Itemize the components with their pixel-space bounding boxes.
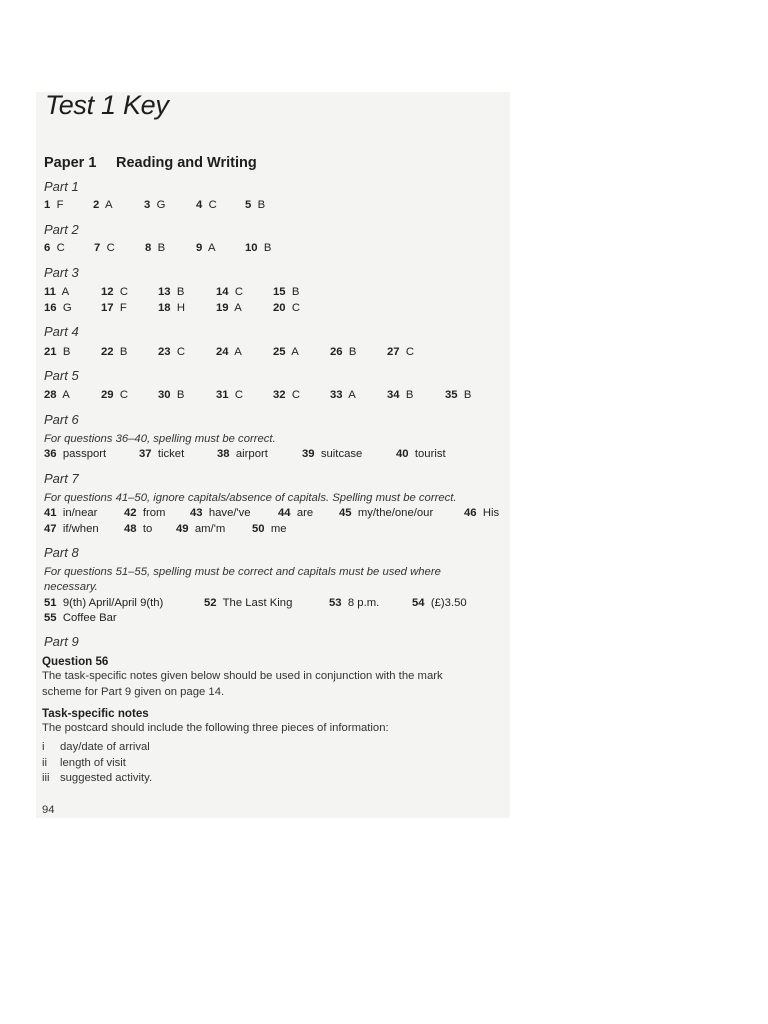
part-8-note-line-2: necessary.	[44, 581, 98, 593]
answer-19: 19 A	[216, 302, 242, 314]
answer-8: 8 B	[145, 242, 166, 254]
answer-12: 12 C	[101, 286, 129, 298]
answer-1: 1 F	[44, 199, 64, 211]
answer-33: 33 A	[330, 389, 356, 401]
answer-3: 3 G	[144, 199, 166, 211]
answer-42: 42 from	[124, 507, 166, 519]
answer-31: 31 C	[216, 389, 244, 401]
part-8-note-line-1: For questions 51–55, spelling must be correct and capitals must be used where	[44, 566, 441, 578]
paper-label: Paper 1	[44, 155, 97, 171]
answer-7: 7 C	[94, 242, 115, 254]
task-notes-intro: The postcard should include the following three pieces of information:	[42, 722, 389, 734]
part-6-note: For questions 36–40, spelling must be correct.	[44, 433, 276, 445]
answer-17: 17 F	[101, 302, 127, 314]
list-item-text: suggested activity.	[60, 772, 153, 784]
list-item-number: ii	[42, 757, 48, 769]
answer-55: 55 Coffee Bar	[44, 612, 117, 624]
list-item-number: i	[42, 741, 45, 753]
answer-27: 27 C	[387, 346, 415, 358]
answer-51: 51 9(th) April/April 9(th)	[44, 597, 164, 609]
answer-53: 53 8 p.m.	[329, 597, 380, 609]
part-4-heading: Part 4	[44, 324, 79, 339]
answer-13: 13 B	[158, 286, 185, 298]
answer-21: 21 B	[44, 346, 71, 358]
answer-54: 54 (£)3.50	[412, 597, 467, 609]
answer-45: 45 my/the/one/our	[339, 507, 434, 519]
part-5-heading: Part 5	[44, 368, 79, 383]
part-6-heading: Part 6	[44, 412, 79, 427]
list-item-number: iii	[42, 772, 50, 784]
answer-36: 36 passport	[44, 448, 107, 460]
answer-43: 43 have/'ve	[190, 507, 251, 519]
part-8-heading: Part 8	[44, 545, 79, 560]
answer-52: 52 The Last King	[204, 597, 293, 609]
page-title: Test 1 Key	[45, 90, 169, 120]
answer-16: 16 G	[44, 302, 72, 314]
part-9-text-line-1: The task-specific notes given below should be used in conjunction with the mark	[42, 670, 443, 682]
answer-26: 26 B	[330, 346, 357, 358]
answer-46: 46 His	[464, 507, 500, 519]
answer-47: 47 if/when	[44, 523, 99, 535]
part-7-heading: Part 7	[44, 471, 79, 486]
list-item-text: day/date of arrival	[60, 741, 150, 753]
answer-4: 4 C	[196, 199, 217, 211]
paper-title: Reading and Writing	[116, 155, 257, 171]
answer-39: 39 suitcase	[302, 448, 363, 460]
answer-11: 11 A	[44, 286, 70, 298]
part-7-note: For questions 41–50, ignore capitals/absence of capitals. Spelling must be correct.	[44, 492, 457, 504]
answer-44: 44 are	[278, 507, 314, 519]
answer-15: 15 B	[273, 286, 300, 298]
answer-28: 28 A	[44, 389, 70, 401]
part-1-heading: Part 1	[44, 179, 79, 194]
task-notes-heading: Task-specific notes	[42, 707, 149, 720]
answer-5: 5 B	[245, 199, 266, 211]
answer-24: 24 A	[216, 346, 242, 358]
answer-22: 22 B	[101, 346, 128, 358]
answer-49: 49 am/'m	[176, 523, 226, 535]
answer-6: 6 C	[44, 242, 65, 254]
answer-10: 10 B	[245, 242, 272, 254]
answer-23: 23 C	[158, 346, 186, 358]
question-56-heading: Question 56	[42, 655, 109, 668]
list-item-text: length of visit	[60, 757, 126, 769]
part-9-heading: Part 9	[44, 634, 79, 649]
answer-35: 35 B	[445, 389, 472, 401]
answer-14: 14 C	[216, 286, 244, 298]
answer-48: 48 to	[124, 523, 153, 535]
answer-41: 41 in/near	[44, 507, 98, 519]
part-3-heading: Part 3	[44, 265, 79, 280]
part-9-text-line-2: scheme for Part 9 given on page 14.	[42, 686, 225, 698]
answer-2: 2 A	[93, 199, 113, 211]
answer-18: 18 H	[158, 302, 186, 314]
answer-25: 25 A	[273, 346, 299, 358]
answer-50: 50 me	[252, 523, 287, 535]
answer-37: 37 ticket	[139, 448, 185, 460]
answer-9: 9 A	[196, 242, 216, 254]
part-2-heading: Part 2	[44, 222, 79, 237]
answer-34: 34 B	[387, 389, 414, 401]
answer-20: 20 C	[273, 302, 301, 314]
page-number: 94	[42, 804, 55, 816]
answer-38: 38 airport	[217, 448, 268, 460]
answer-32: 32 C	[273, 389, 301, 401]
answer-30: 30 B	[158, 389, 185, 401]
answer-40: 40 tourist	[396, 448, 446, 460]
answer-29: 29 C	[101, 389, 129, 401]
